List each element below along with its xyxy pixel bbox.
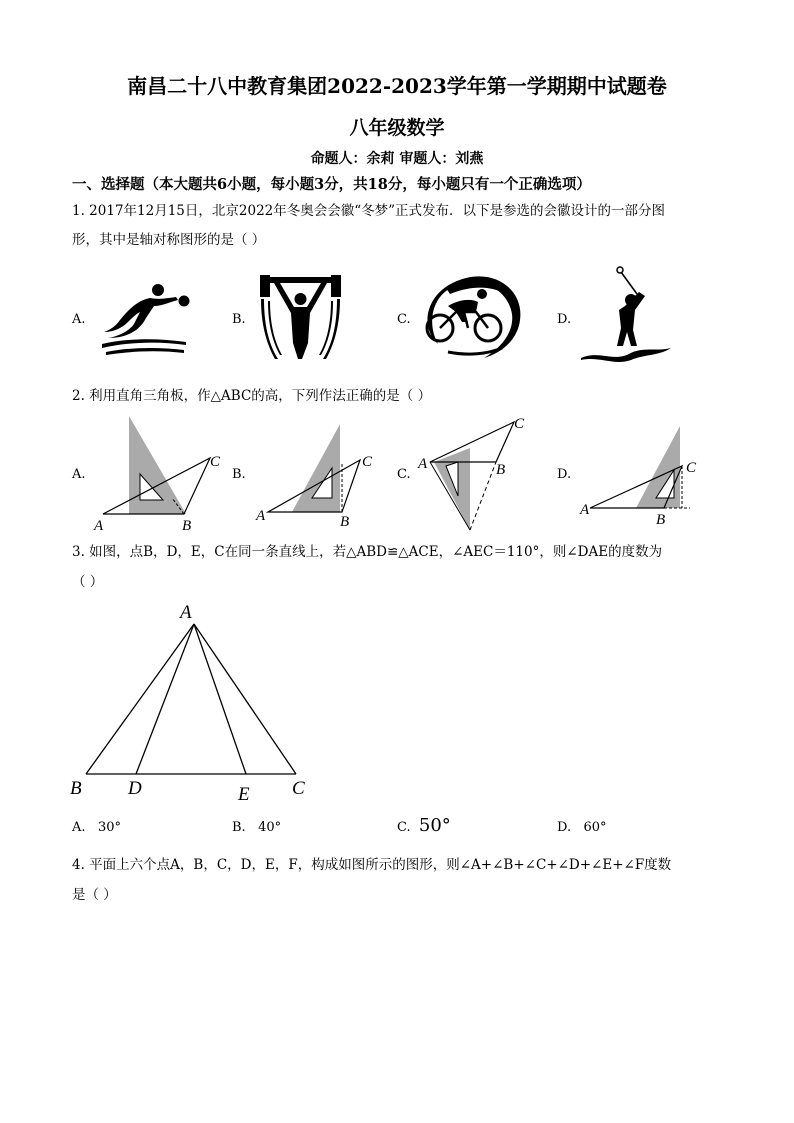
- volleyball-logo-image: [98, 276, 193, 356]
- q3-option-b-letter: B.: [232, 820, 246, 835]
- q3-label-b: B: [70, 778, 82, 799]
- q2-option-b-label: B.: [232, 467, 246, 482]
- q3-option-c-value: 50°: [418, 815, 451, 836]
- q3-label-d: D: [128, 778, 142, 799]
- q2-option-a-label: A.: [72, 467, 86, 482]
- q1-option-b-label: B.: [232, 312, 246, 327]
- q2-text: 2. 利用直角三角板，作△ABC的高，下列作法正确的是（ ）: [72, 388, 432, 404]
- q1-line2: 形，其中是轴对称图形的是（ ）: [72, 232, 266, 248]
- q3-option-b-value: 40°: [258, 820, 282, 835]
- q3-label-e: E: [238, 784, 250, 805]
- q2d-label-c: C: [686, 460, 697, 476]
- q3-line1: 3. 如图，点B，D，E，C在同一条直线上，若△ABD≌△ACE，∠AEC＝110°，则∠DAE的度数为: [72, 544, 663, 560]
- q2a-label-c: C: [210, 454, 221, 470]
- authors-line: 命题人：余莉 审题人：刘燕: [310, 151, 484, 167]
- q4-line1: 4. 平面上六个点A，B，C，D，E，F，构成如图所示的图形，则∠A+∠B+∠C+∠D+∠E+∠F度数: [72, 857, 672, 873]
- q3-option-a-letter: A.: [72, 820, 86, 835]
- q3-option-a: [72, 820, 121, 835]
- q2-option-c-label: C.: [397, 467, 411, 482]
- q3-option-b: [232, 820, 281, 835]
- q2-figure-b: [252, 420, 382, 530]
- q3-option-c-letter: C.: [397, 820, 411, 835]
- q2d-label-a: A: [580, 502, 590, 518]
- q2b-label-a: A: [256, 508, 266, 524]
- q3-option-a-value: 30°: [97, 820, 121, 835]
- q2a-label-b: B: [182, 518, 192, 534]
- q2c-label-a: A: [418, 456, 428, 472]
- q3-option-d-letter: D.: [557, 820, 572, 835]
- q3-option-d-value: 60°: [583, 820, 607, 835]
- q2c-label-b: B: [496, 462, 506, 478]
- q3-option-c: [397, 815, 451, 836]
- q1-option-a-label: A.: [72, 312, 86, 327]
- q2-figure-a: [88, 412, 233, 537]
- section-heading: 一、选择题（本大题共6小题，每小题3分，共18分，每小题只有一个正确选项）: [72, 176, 591, 193]
- q2c-label-c: C: [514, 416, 525, 432]
- q3-label-c: C: [292, 778, 305, 799]
- q2-figure-d: [578, 420, 708, 530]
- q1-option-d-label: D.: [557, 312, 572, 327]
- q2-option-d-label: D.: [557, 467, 572, 482]
- q2a-label-a: A: [94, 518, 104, 534]
- q2-figure-c: [412, 412, 542, 537]
- q1-option-c-label: C.: [397, 312, 411, 327]
- q4-line2: 是（ ）: [72, 887, 117, 903]
- page-title: 南昌二十八中教育集团2022-2023学年第一学期期中试题卷: [127, 74, 667, 98]
- q3-line2: （ ）: [72, 574, 104, 590]
- q2d-label-b: B: [656, 512, 666, 528]
- q3-triangle-figure: [66, 598, 316, 808]
- page-subtitle: 八年级数学: [349, 117, 445, 139]
- cycling-logo-image: [418, 272, 526, 362]
- q1-line1: 1. 2017年12月15日，北京2022年冬奥会会徽“冬梦”正式发布．以下是参选的会徽设计的一部分图: [72, 203, 666, 219]
- weightlifting-logo-image: [258, 273, 343, 361]
- q2b-label-c: C: [362, 454, 373, 470]
- q3-option-d: [557, 820, 607, 835]
- golf-logo-image: [579, 264, 674, 364]
- q3-label-a: A: [180, 602, 192, 623]
- q2b-label-b: B: [340, 514, 350, 530]
